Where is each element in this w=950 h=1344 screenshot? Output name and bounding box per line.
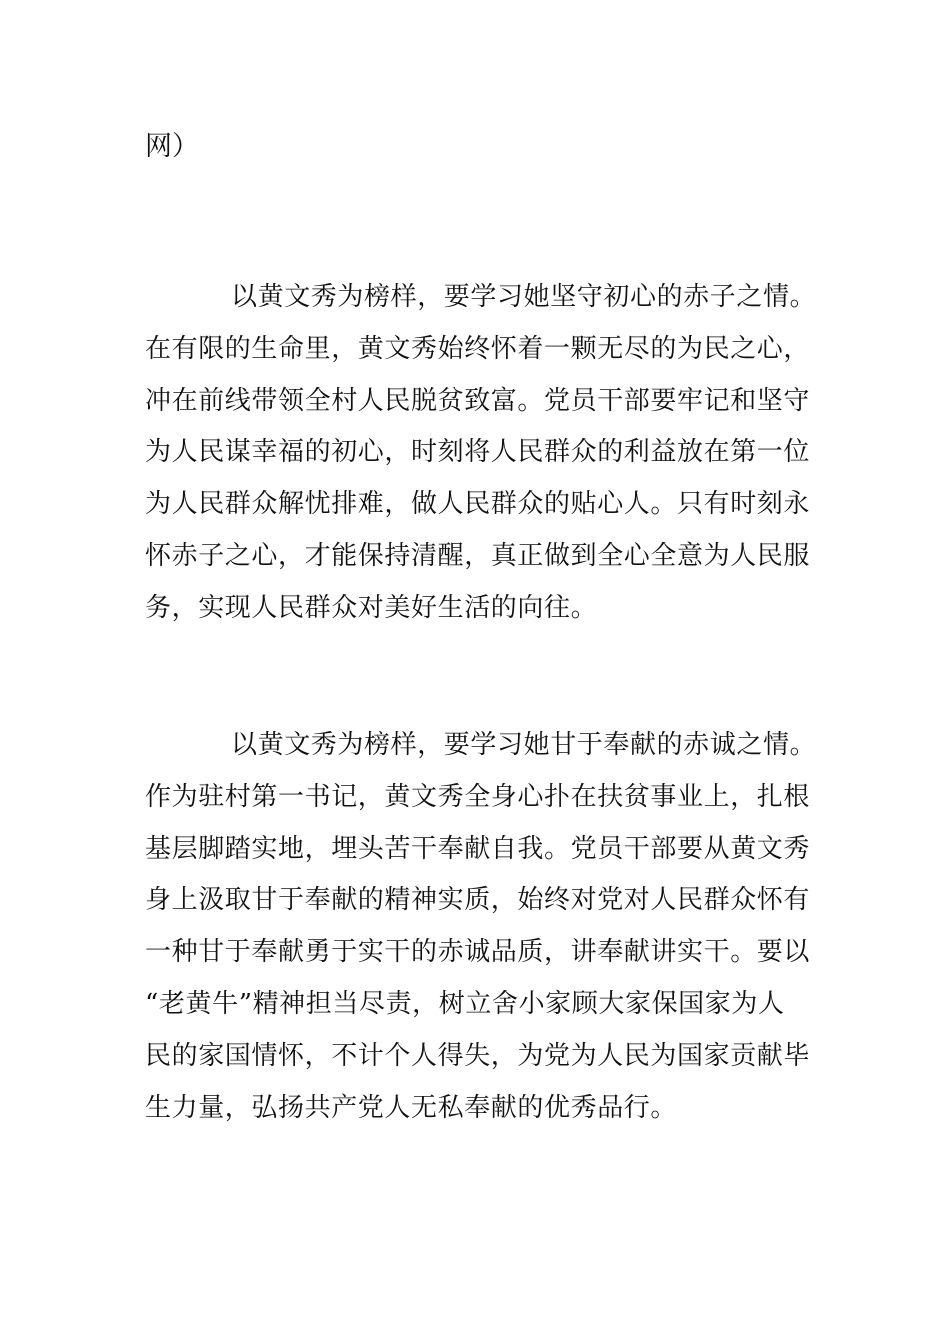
paragraph-1-line: 为人民谋幸福的初心，时刻将人民群众的利益放在第一位 — [145, 437, 811, 468]
paragraph-1-line: 冲在前线带领全村人民脱贫致富。党员干部要牢记和坚守 — [145, 385, 811, 416]
paragraph-2-line: 以黄文秀为榜样，要学习她甘于奉献的赤诚之情。 — [231, 730, 817, 760]
paragraph-2-line: 作为驻村第一书记，黄文秀全身心扑在扶贫事业上，扎根 — [145, 781, 811, 812]
paragraph-1-line: 为人民群众解忧排难，做人民群众的贴心人。只有时刻永 — [145, 489, 811, 520]
paragraph-2-line: 身上汲取甘于奉献的精神实质，始终对党对人民群众怀有 — [145, 885, 811, 916]
paragraph-1-line: 在有限的生命里，黄文秀始终怀着一颗无尽的为民之心， — [145, 333, 811, 364]
continuation-text: 网） — [145, 131, 199, 162]
paragraph-2-line: “老黄牛”精神担当尽责，树立舍小家顾大家保国家为人 — [145, 988, 785, 1019]
paragraph-2-line: 生力量，弘扬共产党人无私奉献的优秀品行。 — [145, 1092, 678, 1123]
paragraph-1-line: 务，实现人民群众对美好生活的向往。 — [145, 592, 598, 623]
paragraph-2 — [145, 720, 817, 1134]
paragraph-1 — [145, 272, 817, 635]
paragraph-2-line: 基层脚踏实地，埋头苦干奉献自我。党员干部要从黄文秀 — [145, 833, 811, 864]
paragraph-1-line: 以黄文秀为榜样，要学习她坚守初心的赤子之情。 — [231, 282, 817, 312]
paragraph-1-line: 怀赤子之心，才能保持清醒，真正做到全心全意为人民服 — [145, 540, 811, 571]
paragraph-2-line: 民的家国情怀，不计个人得失，为党为人民为国家贡献毕 — [145, 1040, 811, 1071]
paragraph-2-line: 一种甘于奉献勇于实干的赤诚品质，讲奉献讲实干。要以 — [145, 937, 811, 968]
